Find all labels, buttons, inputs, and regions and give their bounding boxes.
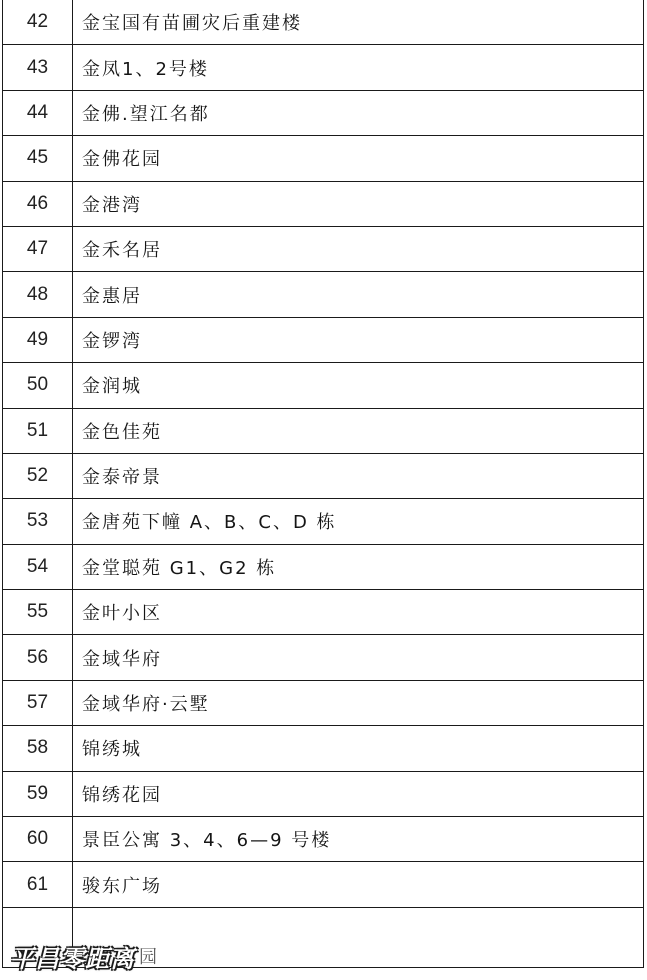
community-name-cell: 金惠居 [73,272,644,317]
residential-list-table [2,0,644,968]
community-name-cell: 金佛.望江名都 [73,90,644,135]
table-row [3,272,644,317]
row-number-cell: 56 [3,635,73,680]
table-row [3,408,644,453]
table-row [3,635,644,680]
table-row [3,817,644,862]
community-name-cell: 金佛花园 [73,136,644,181]
table-row [3,90,644,135]
row-number-cell: 43 [3,45,73,90]
table-row [3,544,644,589]
community-name-cell: 金域华府·云墅 [73,680,644,725]
row-number-cell: 50 [3,363,73,408]
community-name-cell: 骏东广场 [73,862,644,907]
community-name-cell: 金泰帝景 [73,453,644,498]
table-row [3,136,644,181]
table-row [3,680,644,725]
row-number-cell: 55 [3,590,73,635]
table-body [3,0,644,967]
row-number-cell: 53 [3,499,73,544]
community-name-cell: 金唐苑下幢 A、B、C、D 栋 [73,499,644,544]
community-name-cell: 景臣公寓 3、4、6—9 号楼 [73,817,644,862]
row-number-cell: 60 [3,817,73,862]
watermark-text: 平昌零距离 [10,944,135,973]
row-number-cell: 45 [3,136,73,181]
table-row [3,363,644,408]
row-number-cell: 57 [3,680,73,725]
community-name-cell: 锦绣城 [73,726,644,771]
row-number-cell: 47 [3,226,73,271]
community-name-cell: 金港湾 [73,181,644,226]
table-row [3,590,644,635]
row-number-cell: 42 [3,0,73,45]
community-name-cell: 金域华府 [73,635,644,680]
table-row [3,499,644,544]
row-number-cell: 46 [3,181,73,226]
table-row [3,226,644,271]
community-name-cell [73,907,644,967]
table-row-partial [3,907,644,967]
community-name-cell: 金润城 [73,363,644,408]
table-row [3,181,644,226]
table-row [3,0,644,45]
community-name-cell: 金禾名居 [73,226,644,271]
row-number-cell [3,907,73,967]
community-name-cell: 金色佳苑 [73,408,644,453]
row-number-cell: 52 [3,453,73,498]
row-number-cell: 51 [3,408,73,453]
table-row [3,771,644,816]
table-row [3,317,644,362]
table-row [3,45,644,90]
row-number-cell: 58 [3,726,73,771]
table-row [3,726,644,771]
community-name-cell: 金宝国有苗圃灾后重建楼 [73,0,644,45]
row-number-cell: 61 [3,862,73,907]
row-number-cell: 54 [3,544,73,589]
community-name-cell: 锦绣花园 [73,771,644,816]
table-row [3,453,644,498]
watermark-tail-text: 园 [139,947,158,968]
row-number-cell: 48 [3,272,73,317]
row-number-cell: 44 [3,90,73,135]
community-name-cell: 金叶小区 [73,590,644,635]
community-name-cell: 金堂聪苑 G1、G2 栋 [73,544,644,589]
row-number-cell: 49 [3,317,73,362]
row-number-cell: 59 [3,771,73,816]
community-name-cell: 金凤1、2号楼 [73,45,644,90]
table-row [3,862,644,907]
community-name-cell: 金锣湾 [73,317,644,362]
